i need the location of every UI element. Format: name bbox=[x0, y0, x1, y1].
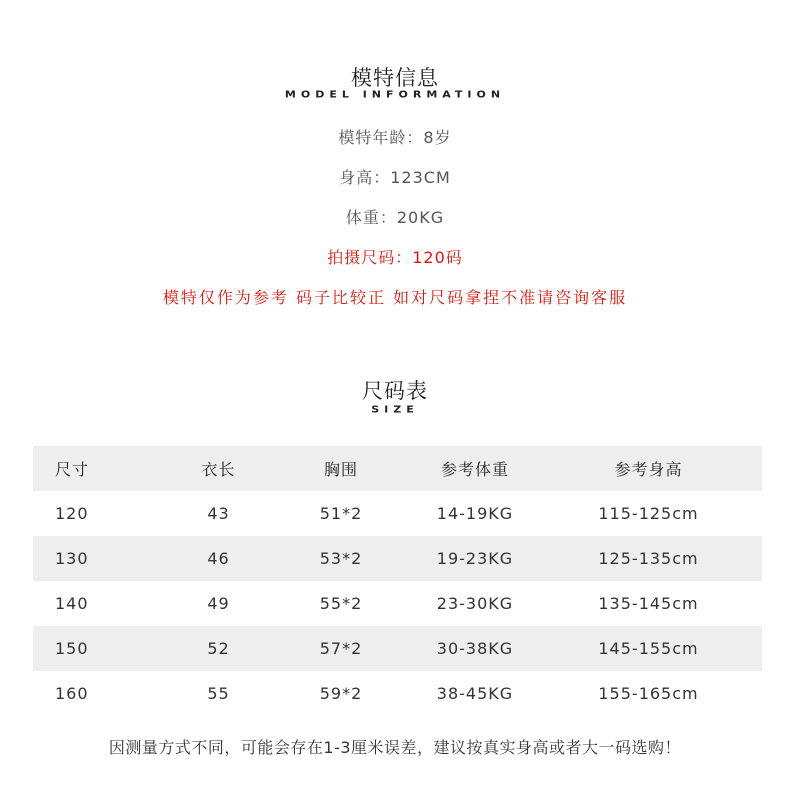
cell-chest: 57*2 bbox=[319, 639, 363, 658]
cell-length: 49 bbox=[207, 594, 230, 613]
table-row bbox=[33, 536, 762, 581]
cell-weight: 30-38KG bbox=[436, 639, 514, 658]
table-row bbox=[33, 491, 762, 536]
header-height: 参考身高 bbox=[614, 460, 683, 479]
model-info-title: 模特信息 bbox=[351, 66, 439, 90]
cell-chest: 55*2 bbox=[319, 594, 363, 613]
measurement-note: 因测量方式不同，可能会存在1-3厘米误差，建议按真实身高或者大一码选购！ bbox=[108, 738, 682, 757]
model-height: 身高：123CM bbox=[339, 168, 451, 187]
cell-size: 140 bbox=[55, 594, 89, 613]
size-table bbox=[33, 446, 762, 716]
cell-length: 55 bbox=[207, 684, 230, 703]
cell-length: 46 bbox=[207, 549, 230, 568]
header-length: 衣长 bbox=[201, 460, 236, 479]
header-chest: 胸围 bbox=[323, 460, 358, 479]
cell-size: 160 bbox=[55, 684, 89, 703]
model-age: 模特年龄：8岁 bbox=[338, 128, 452, 147]
cell-height: 115-125cm bbox=[598, 504, 699, 523]
cell-height: 145-155cm bbox=[598, 639, 699, 658]
size-chart-subtitle: SIZE bbox=[371, 403, 419, 416]
cell-height: 155-165cm bbox=[598, 684, 699, 703]
header-size: 尺寸 bbox=[55, 460, 90, 479]
size-chart-title: 尺码表 bbox=[362, 379, 428, 403]
cell-height: 125-135cm bbox=[598, 549, 699, 568]
header-weight: 参考体重 bbox=[440, 460, 509, 479]
model-info-subtitle: MODEL INFORMATION bbox=[284, 88, 506, 101]
table-row bbox=[33, 581, 762, 626]
cell-chest: 51*2 bbox=[319, 504, 363, 523]
cell-size: 130 bbox=[55, 549, 89, 568]
cell-weight: 23-30KG bbox=[436, 594, 514, 613]
model-weight: 体重：20KG bbox=[345, 208, 445, 227]
table-header-row bbox=[33, 446, 762, 491]
shoot-size: 拍摄尺码：120码 bbox=[327, 248, 463, 267]
cell-chest: 59*2 bbox=[319, 684, 363, 703]
cell-length: 52 bbox=[207, 639, 230, 658]
table-row bbox=[33, 626, 762, 671]
cell-weight: 14-19KG bbox=[436, 504, 514, 523]
cell-size: 150 bbox=[55, 639, 89, 658]
cell-length: 43 bbox=[207, 504, 230, 523]
cell-height: 135-145cm bbox=[598, 594, 699, 613]
cell-weight: 38-45KG bbox=[436, 684, 514, 703]
cell-size: 120 bbox=[55, 504, 89, 523]
cell-chest: 53*2 bbox=[319, 549, 363, 568]
table-row bbox=[33, 671, 762, 716]
cell-weight: 19-23KG bbox=[436, 549, 514, 568]
model-disclaimer: 模特仅作为参考 码子比较正 如对尺码拿捏不准请咨询客服 bbox=[162, 288, 628, 307]
